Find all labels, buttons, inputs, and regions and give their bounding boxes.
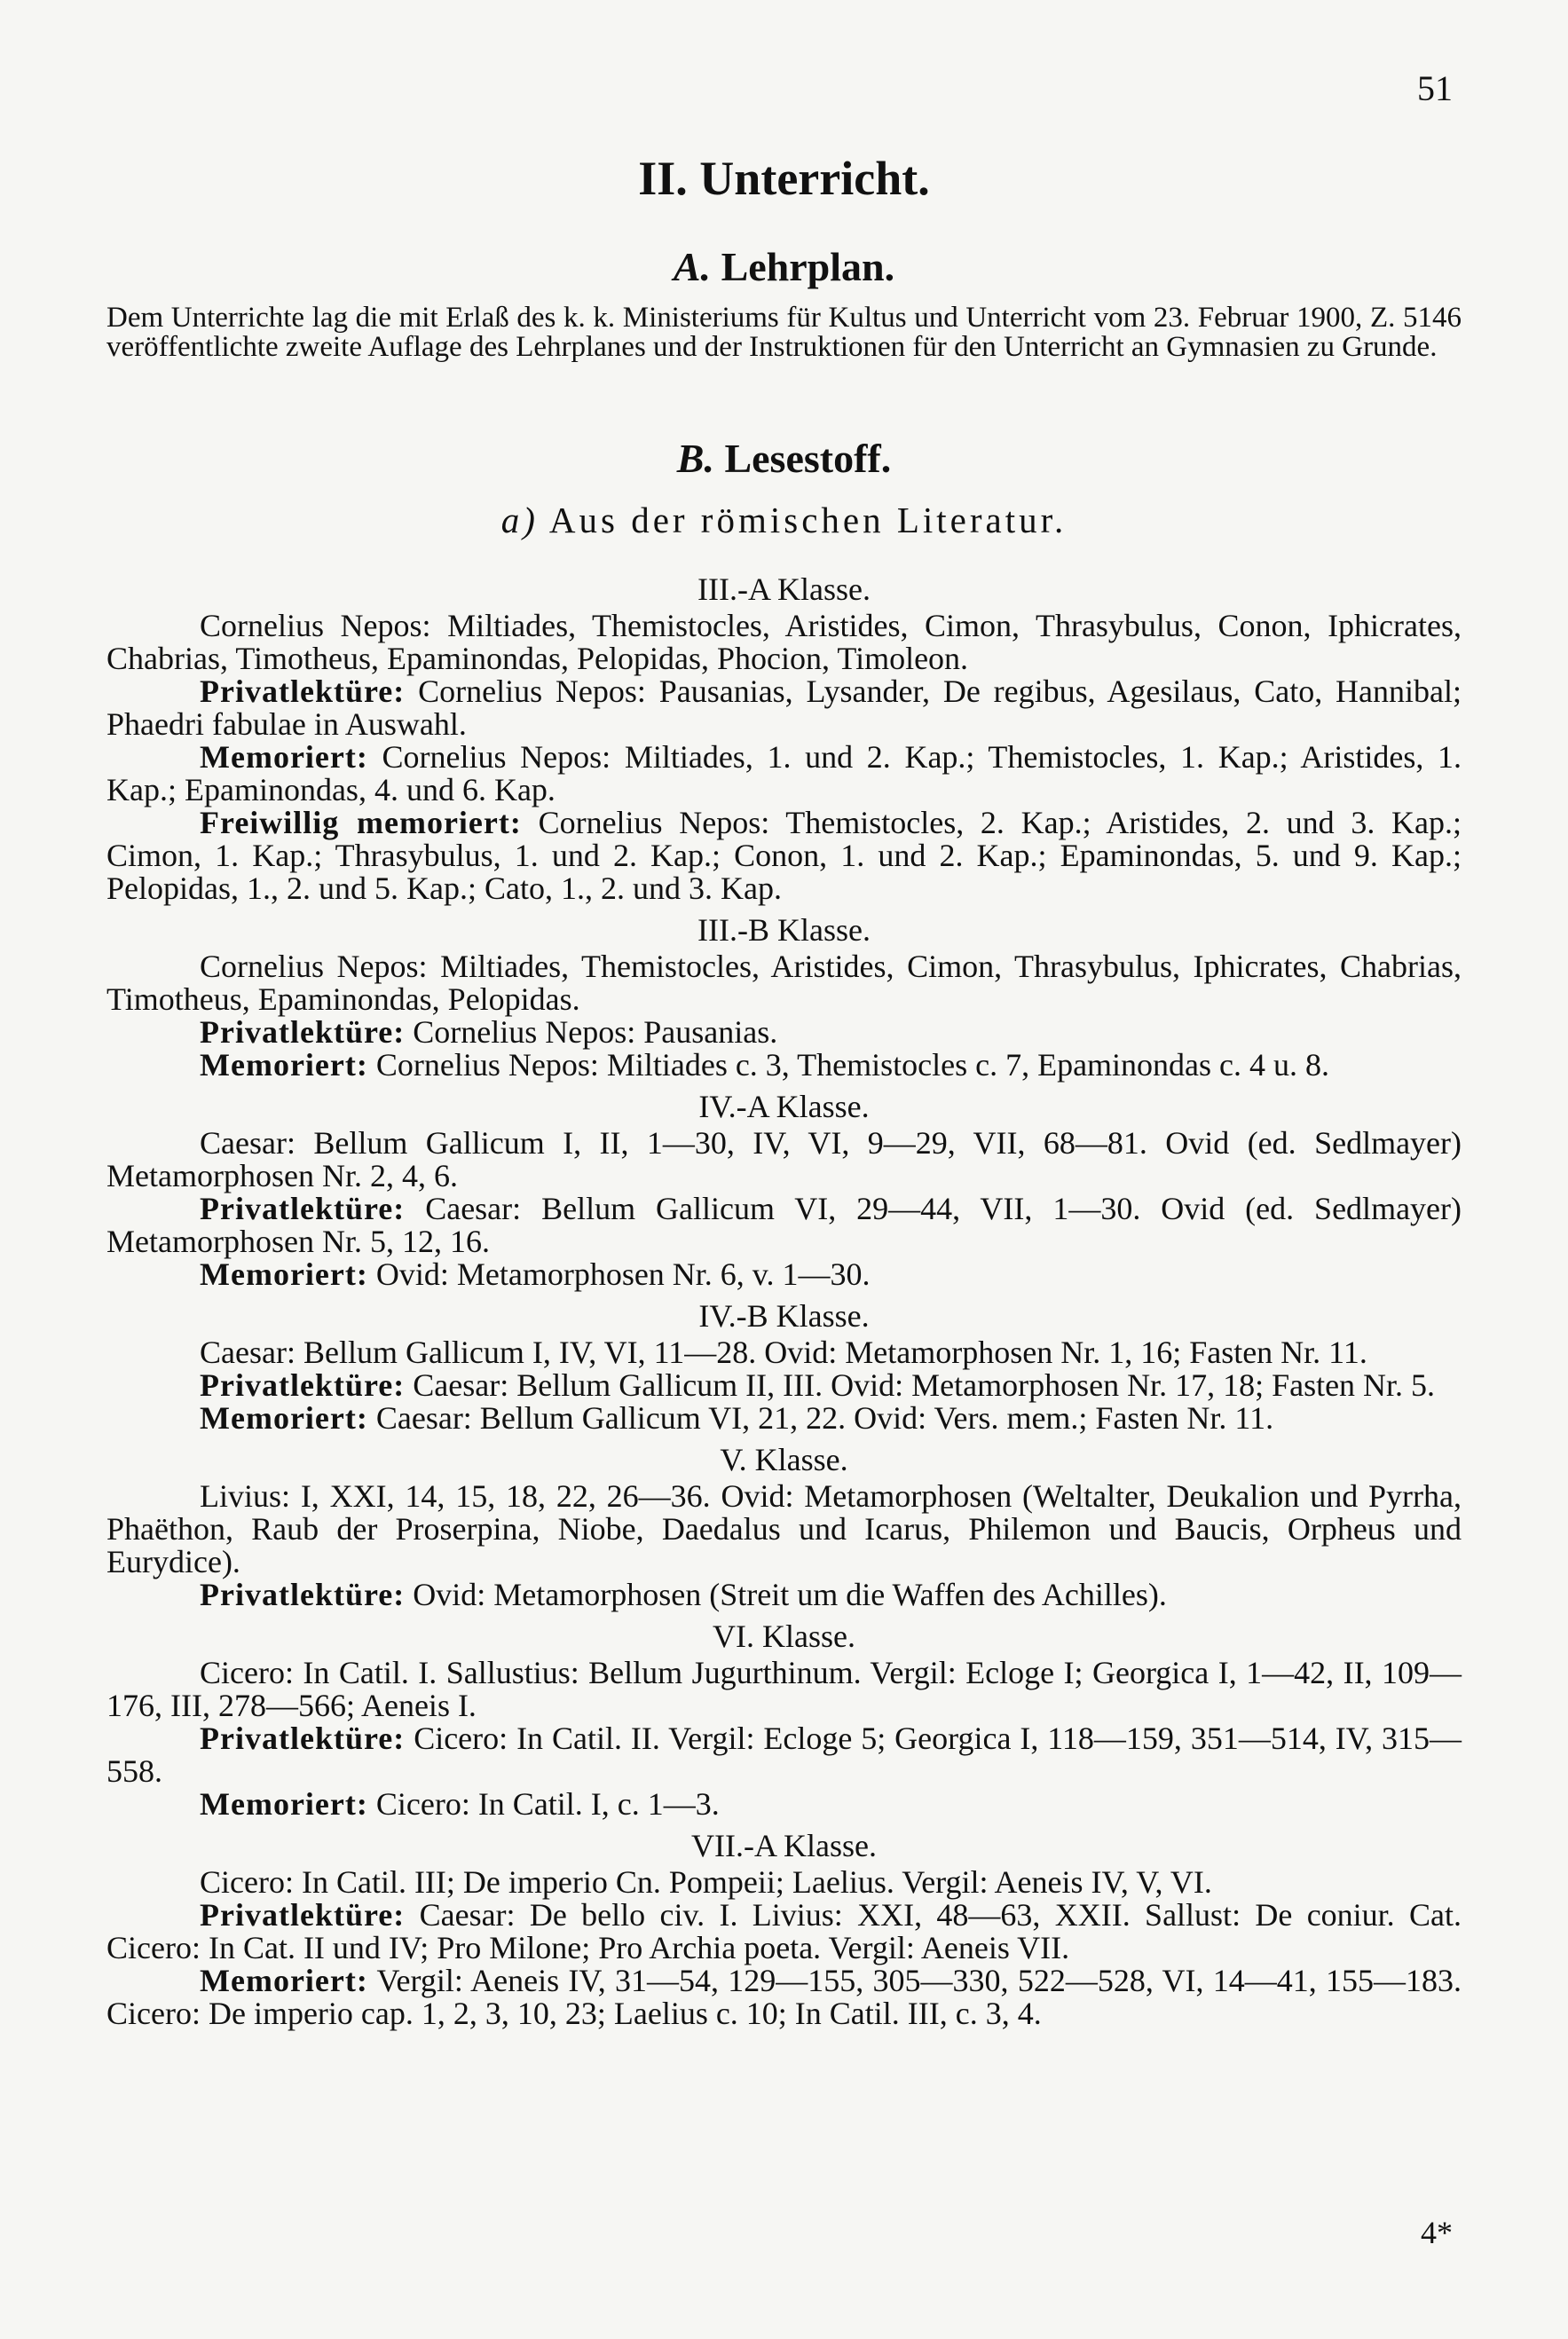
paragraph-text: Cicero: In Catil. I. Sallustius: Bellum Jugurthinum. Vergil: Ecloge I; Georgica I, 1—42, II, 109—176, III, 278—566; Aeneis I. xyxy=(106,1655,1462,1723)
klasse-paragraph xyxy=(106,610,1462,675)
section-b-heading xyxy=(0,435,1568,482)
klasse-heading: III.-B Klasse. xyxy=(697,912,871,948)
paragraph-text: Vergil: Aeneis IV, 31—54, 129—155, 305—330, 522—528, VI, 14—41, 155—183. Cicero: De imperio cap. 1, 2, 3, 10, 23; Laelius c. 10; In Catil. III, c. 3, 4. xyxy=(106,1963,1462,2031)
page-title: II. Unterricht. xyxy=(638,152,930,205)
paragraph-label: Memoriert: xyxy=(200,1963,368,1998)
paragraph-text: Livius: I, XXI, 14, 15, 18, 22, 26—36. Ovid: Metamorphosen (Weltalter, Deukalion und Pyrrha, Phaëthon, Raub der Proserpina, Niobe, Daedalus und Icarus, Philemon und Baucis, Orpheus und Eurydice). xyxy=(106,1478,1462,1579)
paragraph-text: Cornelius Nepos: Miltiades, 1. und 2. Kap.; Themistocles, 1. Kap.; Aristides, 1. Kap.; Epaminondas, 4. und 6. Kap. xyxy=(106,739,1462,807)
section-a-letter: A. xyxy=(673,244,712,289)
paragraph-text: Caesar: Bellum Gallicum VI, 21, 22. Ovid: Vers. mem.; Fasten Nr. 11. xyxy=(375,1400,1274,1436)
paragraph-label: Privatlektüre: xyxy=(200,1014,406,1050)
klasse-paragraph xyxy=(106,1016,1462,1049)
paragraph-label: Memoriert: xyxy=(200,739,368,775)
section-a-title: Lehrplan. xyxy=(721,244,895,289)
intro-paragraph: Dem Unterrichte lag die mit Erlaß des k. k. Ministeriums für Kultus und Unterricht vom 23. Februar 1900, Z. 5146 veröffentlichte zweite Auflage des Lehrplanes und der Instruktionen für den Unterricht an Gymnasien zu Grunde. xyxy=(106,302,1462,363)
paragraph-label: Memoriert: xyxy=(200,1256,368,1292)
paragraph-text: Cornelius Nepos: Miltiades, Themistocles, Aristides, Cimon, Thrasybulus, Conon, Iphicrates, Chabrias, Timotheus, Epaminondas, Pelopidas, Phocion, Timoleon. xyxy=(106,608,1462,676)
paragraph-label: Memoriert: xyxy=(200,1400,368,1436)
klasse-paragraph xyxy=(106,1866,1462,1899)
section-b-title: Lesestoff. xyxy=(724,436,892,481)
paragraph-label: Privatlektüre: xyxy=(200,1191,406,1226)
signature-mark: 4* xyxy=(1421,2215,1453,2250)
klasse-paragraph xyxy=(106,1788,1462,1821)
paragraph-text: Caesar: Bellum Gallicum I, IV, VI, 11—28. Ovid: Metamorphosen Nr. 1, 16; Fasten Nr. 11. xyxy=(200,1335,1367,1370)
paragraph-label: Memoriert: xyxy=(200,1786,368,1822)
paragraph-text: Cicero: In Catil. I, c. 1—3. xyxy=(375,1786,720,1822)
klasse-paragraph xyxy=(106,1657,1462,1722)
klasse-paragraph xyxy=(106,1480,1462,1579)
klasse-paragraph xyxy=(106,1402,1462,1435)
klasse-paragraph xyxy=(106,675,1462,741)
klasse-paragraph xyxy=(106,1722,1462,1788)
klasse-paragraph xyxy=(106,1965,1462,2030)
paragraph-label: Privatlektüre: xyxy=(200,1721,406,1756)
paragraph-label: Privatlektüre: xyxy=(200,673,406,709)
klasse-paragraph xyxy=(106,950,1462,1016)
paragraph-label: Freiwillig memoriert: xyxy=(200,805,522,840)
klasse-paragraph xyxy=(106,1049,1462,1082)
paragraph-label: Privatlektüre: xyxy=(200,1577,406,1612)
paragraph-text: Cornelius Nepos: Miltiades c. 3, Themistocles c. 7, Epaminondas c. 4 u. 8. xyxy=(375,1047,1330,1083)
section-a-heading xyxy=(0,243,1568,290)
paragraph-text: Ovid: Metamorphosen Nr. 6, v. 1—30. xyxy=(375,1256,871,1292)
klasse-paragraph xyxy=(106,741,1462,807)
klasse-heading: VI. Klasse. xyxy=(713,1618,855,1654)
klasse-paragraph xyxy=(106,807,1462,905)
paragraph-text: Ovid: Metamorphosen (Streit um die Waffen des Achilles). xyxy=(413,1577,1167,1612)
paragraph-label: Memoriert: xyxy=(200,1047,368,1083)
klasse-paragraph xyxy=(106,1899,1462,1965)
klasse-heading: IV.-B Klasse. xyxy=(698,1298,870,1334)
klasse-heading: IV.-A Klasse. xyxy=(698,1089,870,1124)
klasse-heading: VII.-A Klasse. xyxy=(691,1828,877,1863)
subsection-letter: a) xyxy=(500,500,539,540)
page-number: 51 xyxy=(1417,68,1453,108)
paragraph-label: Privatlektüre: xyxy=(200,1367,406,1403)
paragraph-text: Caesar: Bellum Gallicum VI, 29—44, VII, 1—30. Ovid (ed. Sedlmayer) Metamorphosen Nr. 5, 12, 16. xyxy=(106,1191,1462,1259)
paragraph-text: Cornelius Nepos: Pausanias, Lysander, De regibus, Agesilaus, Cato, Hannibal; Phaedri fabulae in Auswahl. xyxy=(106,673,1462,742)
klasse-paragraph xyxy=(106,1258,1462,1291)
paragraph-text: Caesar: Bellum Gallicum I, II, 1—30, IV, VI, 9—29, VII, 68—81. Ovid (ed. Sedlmayer) Metamorphosen Nr. 2, 4, 6. xyxy=(106,1125,1462,1193)
paragraph-text: Cornelius Nepos: Themistocles, 2. Kap.; Aristides, 2. und 3. Kap.; Cimon, 1. Kap.; Thrasybulus, 1. und 2. Kap.; Conon, 1. und 2. Kap.; Epaminondas, 5. und 9. Kap.; Pelopidas, 1., 2. und 5. Kap.; Cato, 1., 2. und 3. Kap. xyxy=(106,805,1462,906)
klasse-paragraph xyxy=(106,1127,1462,1193)
subsection-title: Aus der römischen Literatur. xyxy=(548,500,1068,540)
klasse-heading: III.-A Klasse. xyxy=(697,571,871,607)
klasse-paragraph xyxy=(106,1369,1462,1402)
paragraph-text: Cicero: In Catil. III; De imperio Cn. Pompeii; Laelius. Vergil: Aeneis IV, V, VI. xyxy=(200,1864,1212,1900)
section-b-letter: B. xyxy=(676,436,714,481)
klasse-paragraph xyxy=(106,1193,1462,1258)
paragraph-text: Cornelius Nepos: Pausanias. xyxy=(413,1014,778,1050)
paragraph-text: Caesar: De bello civ. I. Livius: XXI, 48—63, XXII. Sallust: De coniur. Cat. Cicero: In Cat. II und IV; Pro Milone; Pro Archia poeta. Vergil: Aeneis VII. xyxy=(106,1897,1462,1965)
subsection-heading xyxy=(0,499,1568,541)
paragraph-text: Cornelius Nepos: Miltiades, Themistocles, Aristides, Cimon, Thrasybulus, Iphicrates, Chabrias, Timotheus, Epaminondas, Pelopidas. xyxy=(106,949,1462,1017)
klassen-list xyxy=(106,564,1462,2030)
klasse-heading: V. Klasse. xyxy=(720,1442,848,1477)
paragraph-text: Cicero: In Catil. II. Vergil: Ecloge 5; Georgica I, 118—159, 351—514, IV, 315—558. xyxy=(106,1721,1462,1789)
klasse-paragraph xyxy=(106,1579,1462,1611)
paragraph-text: Caesar: Bellum Gallicum II, III. Ovid: Metamorphosen Nr. 17, 18; Fasten Nr. 5. xyxy=(413,1367,1436,1403)
klasse-paragraph xyxy=(106,1336,1462,1369)
paragraph-label: Privatlektüre: xyxy=(200,1897,406,1933)
